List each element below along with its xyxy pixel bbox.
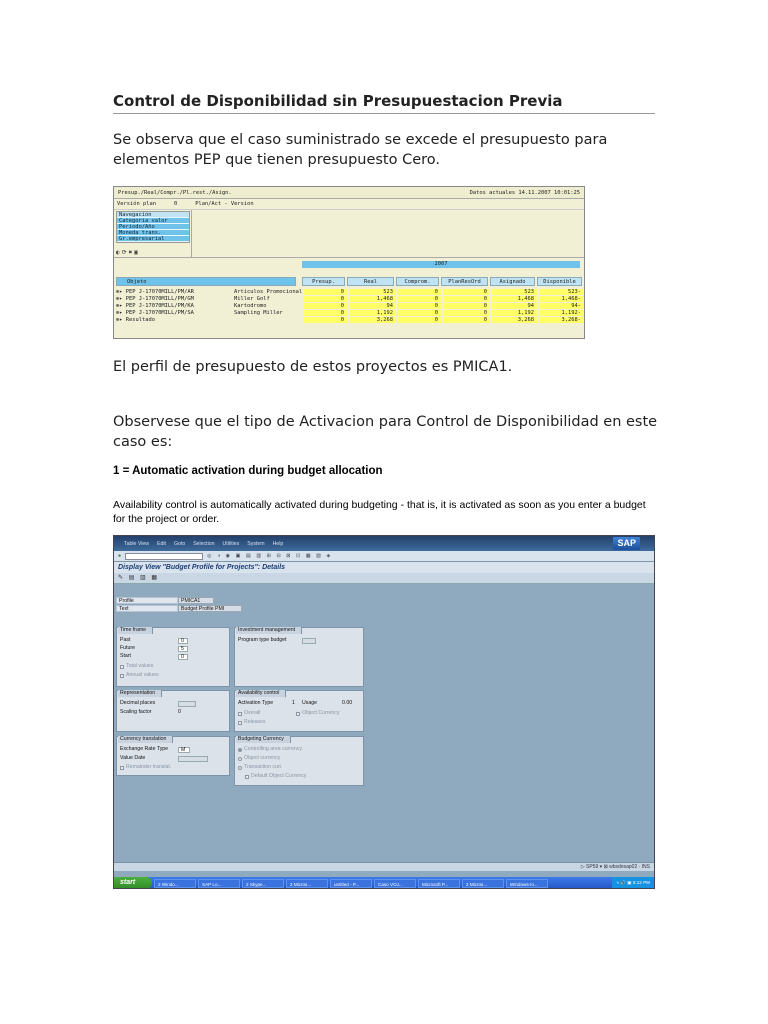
overall-label: Overall	[244, 710, 261, 716]
taskbar-item[interactable]: 2 Micros...	[286, 879, 328, 888]
table-cell: 0	[443, 303, 490, 309]
profile-field[interactable]: PMICA1	[178, 597, 214, 604]
text-row	[116, 605, 242, 612]
releases-row	[238, 719, 266, 726]
object-currency-label: Object Currency	[302, 710, 340, 716]
sap-screen-title: Display View "Budget Profile for Projects": Details	[114, 562, 654, 573]
future-row	[120, 645, 188, 652]
default-object-checkbox[interactable]	[245, 775, 249, 779]
column-header-presup[interactable]: Presup.	[302, 277, 345, 286]
value-date-label: Value Date	[120, 755, 146, 761]
total-values-label: Total values	[126, 663, 154, 669]
transaction-currency-label: Transaction curr.	[244, 764, 283, 770]
table-cell: 1,468-	[539, 296, 584, 302]
menu-utilities[interactable]: Utilities	[222, 540, 240, 547]
usage-label: Usage	[302, 700, 317, 706]
row-object[interactable]: ⊕▸ PEP J-17070MILL/PM/AR	[116, 289, 194, 295]
remainder-checkbox[interactable]	[120, 766, 124, 770]
releases-label: Releases	[244, 719, 266, 725]
paragraph-budget-exceeded: Se observa que el caso suministrado se excede el presupuesto para elementos PEP que tienen presupuesto Cero.	[113, 132, 608, 168]
taskbar-item[interactable]: 2 Windo...	[154, 879, 196, 888]
object-currency-checkbox[interactable]	[296, 712, 300, 716]
system-info: ▷ SP59 ▾ ⊠ wbsdesap02 · INS	[580, 864, 650, 870]
value-date-field[interactable]	[178, 756, 208, 762]
taskbar-item[interactable]: 2 Skype...	[242, 879, 284, 888]
annual-values-row	[120, 672, 159, 679]
option-transaction-row	[238, 764, 282, 771]
currency-translation-title: Currency translation	[118, 736, 173, 743]
start-row	[120, 653, 188, 660]
table-cell: 0	[398, 310, 441, 316]
table-cell: 523	[349, 289, 396, 295]
row-description: Artículos Promocional	[234, 289, 303, 295]
program-type-row	[238, 637, 316, 644]
future-label: Future	[120, 645, 135, 651]
overall-checkbox[interactable]	[238, 712, 242, 716]
text-field[interactable]: Budget Profile PMI	[178, 605, 242, 612]
command-field[interactable]	[125, 553, 203, 560]
menu-goto[interactable]: Goto	[173, 540, 186, 547]
column-header-asignado[interactable]: Asignado	[490, 277, 535, 286]
profile-row	[116, 597, 214, 604]
nav-item-categoria[interactable]: Categoría valor	[117, 218, 189, 224]
object-currency-radio[interactable]	[238, 757, 242, 761]
row-object[interactable]: ⊕▸ PEP J-17070MILL/PM/KA	[116, 303, 194, 309]
remainder-label: Remainder translat.	[126, 764, 172, 770]
report-date: Datos actuales 14.11.2007 10:01:25	[469, 189, 580, 196]
taskbar-item[interactable]: 2 Micros...	[462, 879, 504, 888]
table-cell: 0	[398, 296, 441, 302]
budgeting-currency-title: Budgeting Currency	[236, 736, 291, 743]
representation-group	[116, 690, 230, 732]
report-title: Presup./Real/Compr./Pl.rest./Asign.	[118, 189, 232, 196]
table-cell: 3,268-	[539, 317, 584, 323]
controlling-currency-label: Controlling area currency	[244, 746, 302, 752]
total-values-row	[120, 663, 153, 670]
past-field[interactable]: 0	[178, 638, 188, 644]
total-values-checkbox[interactable]	[120, 665, 124, 669]
sap-menu-bar	[114, 536, 654, 551]
nav-item-moneda[interactable]: Moneda trans.	[117, 230, 189, 236]
table-cell: 0	[443, 310, 490, 316]
report-version-row	[114, 199, 584, 210]
option-object-row	[238, 755, 280, 762]
start-field[interactable]: 0	[178, 654, 188, 660]
budget-report-screenshot	[113, 186, 585, 339]
table-cell: 0	[304, 296, 347, 302]
time-frame-group	[116, 627, 230, 687]
nav-item-periodo[interactable]: Período/Año	[117, 224, 189, 230]
windows-taskbar	[114, 877, 654, 889]
availability-description: Availability control is automatically activated during budgeting - that is, it is activated as soon as you enter a budget for the project or order.	[113, 499, 646, 525]
remainder-row	[120, 764, 171, 771]
enter-icon[interactable]: ●	[118, 553, 122, 559]
report-toolbar-icons[interactable]: ◐⟳✖▣	[116, 249, 140, 256]
transaction-currency-radio[interactable]	[238, 766, 242, 770]
activation-type-value[interactable]: 1	[292, 700, 295, 706]
budgeting-currency-group	[234, 736, 364, 786]
table-cell: 0	[443, 317, 490, 323]
availability-control-group	[234, 690, 364, 732]
investment-management-group	[234, 627, 364, 687]
year-header: 2007	[302, 261, 580, 268]
taskbar-item[interactable]: SAP Lo...	[198, 879, 240, 888]
annual-values-checkbox[interactable]	[120, 674, 124, 678]
column-header-disponible[interactable]: Disponible	[537, 277, 582, 286]
exchange-rate-label: Exchange Rate Type	[120, 746, 169, 752]
sap-command-bar	[114, 551, 654, 562]
representation-title: Representation	[118, 690, 162, 697]
table-cell: 0	[398, 303, 441, 309]
option-controlling-row	[238, 746, 302, 753]
past-label: Past	[120, 637, 131, 643]
start-label: Start	[120, 653, 131, 659]
table-row[interactable]	[116, 303, 267, 309]
object-currency-option-label: Object currency	[244, 755, 281, 761]
report-grid	[114, 258, 584, 338]
version-label: Versión plan	[117, 201, 156, 207]
report-navigation-area	[114, 210, 584, 258]
decimal-places-row	[120, 700, 196, 707]
taskbar-item[interactable]: untitled - P...	[330, 879, 372, 888]
decimal-places-field[interactable]	[178, 701, 196, 707]
table-cell: 0	[443, 296, 490, 302]
nav-item-navegacion[interactable]: Navegación	[117, 212, 189, 218]
object-column-header[interactable]: Objeto	[116, 277, 296, 286]
table-cell: 3,268	[492, 317, 537, 323]
report-title-bar	[114, 187, 584, 199]
menu-edit[interactable]: Edit	[157, 540, 166, 547]
table-cell: 0	[304, 303, 347, 309]
default-object-row	[245, 773, 306, 780]
application-toolbar[interactable]: ✎ ▤ ▥ ▦	[114, 573, 654, 584]
table-row[interactable]	[116, 289, 303, 295]
navigation-box	[116, 211, 190, 243]
table-cell: 94	[492, 303, 537, 309]
row-object[interactable]: ⊕▸ PEP J-17070MILL/PM/SA	[116, 310, 194, 316]
availability-control-title: Availability control	[236, 690, 286, 697]
annual-values-label: Annual values	[126, 672, 159, 678]
investment-title: Investment management	[236, 627, 302, 634]
table-cell: 0	[304, 317, 347, 323]
taskbar-item[interactable]: Windows-In...	[506, 879, 548, 888]
row-object[interactable]: ⊕▸ Resultado	[116, 317, 155, 323]
program-type-field[interactable]	[302, 638, 316, 644]
start-button[interactable]: start	[114, 877, 152, 889]
table-row[interactable]	[116, 317, 155, 323]
table-cell: 94	[349, 303, 396, 309]
paragraph-activation-type: Observese que el tipo de Activacion para Control de Disponibilidad en este caso es:	[113, 414, 658, 450]
standard-toolbar-icons[interactable]: ◎ ◑ ◉ ▣ ▤ ▥ ⊞ ⊟ ⊠ ⊡ ▦ ▧ ◈	[207, 553, 333, 559]
scaling-factor-value[interactable]: 0	[178, 709, 181, 715]
exchange-rate-field[interactable]: M	[178, 747, 190, 753]
table-cell: 0	[398, 289, 441, 295]
time-frame-title: Time frame	[118, 627, 153, 634]
column-header-real[interactable]: Real	[347, 277, 394, 286]
default-object-label: Default Object Currency	[251, 773, 307, 779]
row-object[interactable]: ⊕▸ PEP J-17070MILL/PM/GM	[116, 296, 194, 302]
menu-table-view[interactable]: Table View	[124, 540, 149, 547]
sap-screen-body	[114, 589, 654, 861]
table-cell: 1,468	[492, 296, 537, 302]
row-description: Sampling Miller	[234, 310, 283, 316]
overall-row	[238, 710, 339, 717]
table-cell: 1,192	[492, 310, 537, 316]
table-cell: 94-	[539, 303, 584, 309]
activation-type-heading: 1 = Automatic activation during budget allocation	[113, 465, 383, 477]
report-divider	[191, 210, 192, 257]
sap-budget-profile-screenshot	[113, 535, 655, 889]
profile-label: Profile	[116, 597, 178, 604]
document-heading: Control de Disponibilidad sin Presupuestacion Previa	[113, 92, 655, 114]
releases-checkbox[interactable]	[238, 721, 242, 725]
activation-type-label: Activation Type	[238, 700, 274, 706]
table-cell: 0	[304, 310, 347, 316]
table-cell: 1,192	[349, 310, 396, 316]
version-value: 0	[173, 201, 178, 207]
system-tray: « 🔊 ▣ 5:12 PM	[612, 877, 654, 889]
table-cell: 0	[398, 317, 441, 323]
sap-logo: SAP	[613, 537, 640, 550]
taskbar-item[interactable]: Caso VOJ...	[374, 879, 416, 888]
row-description: Miller Golf	[234, 296, 270, 302]
currency-translation-group	[116, 736, 230, 776]
version-desc: Plan/Act - Version	[195, 201, 254, 207]
table-cell: 3,268	[349, 317, 396, 323]
table-cell: 0	[443, 289, 490, 295]
table-cell: 0	[304, 289, 347, 295]
future-field[interactable]: 5	[178, 646, 188, 652]
table-cell: 1,468	[349, 296, 396, 302]
scaling-factor-label: Scaling factor	[120, 709, 152, 715]
taskbar-item[interactable]: Microsoft P...	[418, 879, 460, 888]
table-row[interactable]	[116, 310, 283, 316]
value-date-row	[120, 755, 208, 762]
decimal-places-label: Decimal places	[120, 700, 156, 706]
table-cell: 1,192-	[539, 310, 584, 316]
past-row	[120, 637, 188, 644]
sap-status-bar	[114, 862, 654, 871]
table-cell: 523	[492, 289, 537, 295]
program-type-label: Program type budget	[238, 637, 287, 643]
exchange-rate-row	[120, 746, 190, 753]
scaling-factor-row	[120, 709, 181, 716]
table-cell: 523-	[539, 289, 584, 295]
text-label: Text	[116, 605, 178, 612]
menu-selection[interactable]: Selection	[193, 540, 215, 547]
paragraph-budget-profile: El perfil de presupuesto de estos proyectos es PMICA1.	[113, 359, 513, 375]
menu-system[interactable]: System	[247, 540, 265, 547]
controlling-currency-radio[interactable]	[238, 748, 242, 752]
table-row[interactable]	[116, 296, 270, 302]
nav-item-grupo[interactable]: Gr.empresarial	[117, 236, 189, 242]
row-description: Kartodromo	[234, 303, 267, 309]
column-header-comprom[interactable]: Comprom.	[396, 277, 439, 286]
activation-type-row	[238, 700, 352, 707]
menu-help[interactable]: Help	[272, 540, 284, 547]
column-header-planresord[interactable]: PlanResOrd	[441, 277, 488, 286]
usage-value[interactable]: 0.00	[342, 700, 353, 706]
